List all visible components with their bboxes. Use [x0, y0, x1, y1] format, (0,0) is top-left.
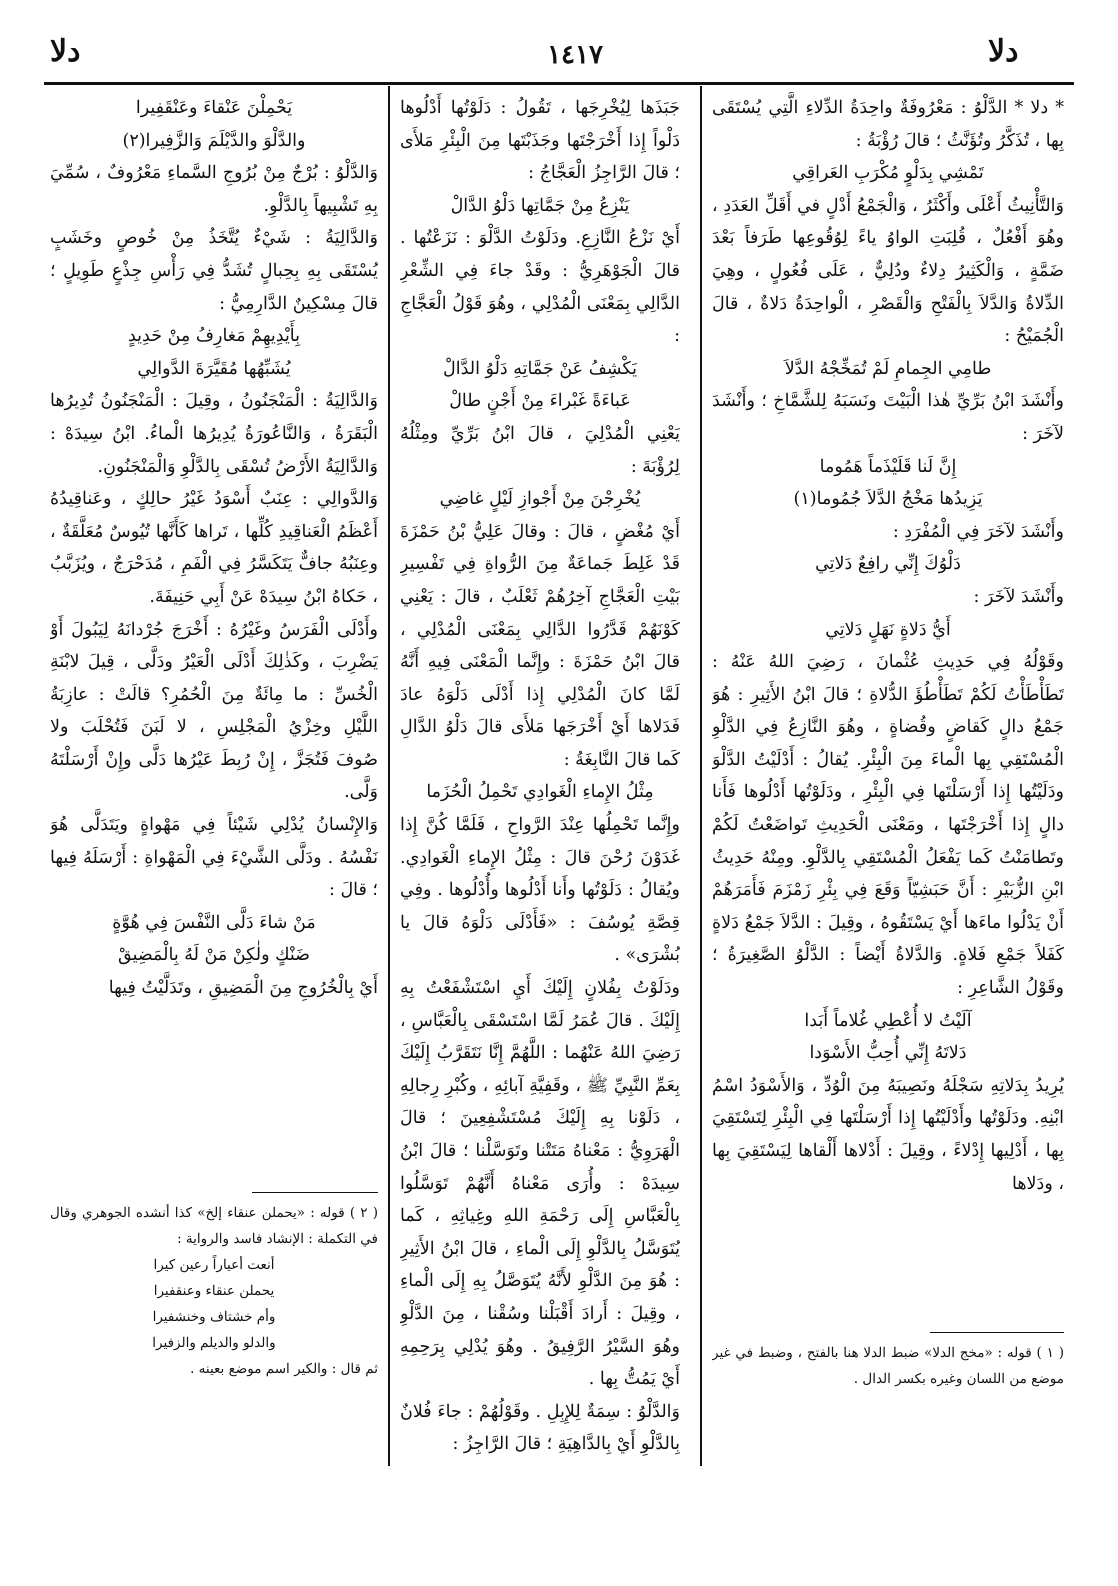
paragraph: وَالإِنْسانُ يُدْلِي شَيْئاً فِي مَهْواةٍ ويَتَدَلَّى هُوَ نَفْسُهُ . ودَلَّى الشَّيْءَ فِي الْمَهْواةِ : أَرْسَلَهُ فِيها ؛ قالَ :	[50, 815, 378, 901]
paragraph: وأَدْلَى الْفَرَسُ وغَيْرُهُ : أَخْرَجَ جُرْدانَهُ لِيَبُولَ أَوْ يَضْرِبَ ، وكَذٰلِكَ أَدْلَى الْعَيْرُ ودَلَّى ، قِيلَ لابْنَةِ الْخُسِّ : ما مِائَةٌ مِنَ الْحُمُرِ؟ قالَتْ : عازِبَةُ اللَّيْلِ وخِزْيُ الْمَجْلِسِ ، لا لَبَنَ فَتُحْلَبَ ولا صُوفَ فَتُجَزَّ ، إِنْ رُبِطَ عَيْرُها دَلَّى وإِنْ أَرْسَلْتَهُ وَلَّى.	[50, 619, 378, 803]
paragraph: * دلا * الدَّلْوُ : مَعْرُوفَةٌ واحِدَةُ الدِّلاءِ الَّتِي يُسْتَقَى بِها ، تُذَكَّرُ وتُؤَنَّثُ ؛ قالَ رُؤْبَةُ :	[712, 98, 1064, 151]
paragraph: أَيْ نَزْعُ النَّازِعِ. ودَلَوْتُ الدَّلْوَ : نَزَعْتُها . قالَ الْجَوْهَرِيُّ : وقَدْ جاءَ فِي الشِّعْرِ الدَّالِي بِمَعْنَى الْمُدْلِي ، وهُوَ قَوْلُ الْعَجَّاجِ :	[400, 228, 680, 347]
verse-line: أنعت أعياراً رعين كيرا	[153, 1257, 275, 1273]
header-entry-word-right: دلا	[988, 34, 1019, 69]
paragraph: ثم قال : والكير اسم موضع بعينه .	[190, 1361, 378, 1377]
header-entry-word-left: دلا	[50, 34, 81, 69]
footnote-rule-left	[252, 1192, 378, 1193]
verse-line: يَنْزِعُ مِنْ جَمَّاتِها دَلْوُ الدَّالْ	[450, 195, 630, 216]
paragraph: وأَنْشَدَ لآخَرَ فِي الْمُفْرَدِ :	[892, 521, 1064, 542]
verse-line: يَكْشِفُ عَنْ جَمَّاتِهِ دَلْوُ الدَّالْ	[443, 358, 637, 379]
verse-line: مَنْ شاءَ دَلَّى النَّفْسَ فِي هُوَّةٍ	[112, 912, 316, 933]
verse-line: يَحْمِلْنَ عَنْقاءَ وعَنْقَفِيرا	[135, 98, 293, 118]
text-column-middle	[400, 92, 680, 1472]
footnote-rule-right	[930, 1332, 1064, 1333]
verse-line: يُخْرِجْنَ مِنْ أَجْوازِ لَيْلٍ غاضِي	[439, 489, 641, 510]
column-divider-right	[700, 86, 702, 1466]
paragraph: ( ٢ ) قوله : «يحملن عنقاء إلخ» كذا أنشده الجوهري وقال في التكملة : الإنشاد فاسد والرواية :	[50, 1205, 378, 1247]
verse-line: طامِي الجِمامِ لَمْ تُمَخِّجْهُ الدَّلاَ	[784, 358, 992, 379]
verse-line: يُشَبِّهُها مُقَيَّرَةَ الدَّوالِي	[137, 358, 291, 379]
paragraph: وأَنْشَدَ لآخَرَ :	[973, 586, 1064, 607]
paragraph: وأَنْشَدَ ابْنُ بَرِّيِّ هٰذا الْبَيْتَ ونَسَبَهُ لِلشَّمَّاخِ ؛ وأَنْشَدَ لآخَرَ :	[712, 391, 1064, 444]
verse-line: تَمْشِي بِدَلْوٍ مُكْرَبِ العَراقِي	[792, 163, 984, 184]
column-divider-left	[388, 86, 390, 1466]
text-column-right	[712, 92, 1064, 1322]
verse-line: وأم خشتاف وخنشفيرا	[152, 1309, 276, 1325]
verse-line: يَزِيدُها مَخْجُ الدَّلاَ جُمُوما(١)	[793, 489, 983, 510]
verse-line: آلَيْتُ لا أُعْطِي غُلاماً أَبَدا	[804, 1010, 972, 1031]
text-column-left	[50, 92, 378, 1190]
footnote-left	[50, 1200, 378, 1450]
verse-line: دَلْوُكَ إِنِّي رافِعٌ دَلاتِي	[815, 554, 961, 575]
paragraph: وَالدَّلْوُ : سِمَةٌ لِلإِبِلِ . وقَوْلُهُمْ : جاءَ فُلانٌ بِالدَّلْوِ أَيْ بِالدَّاهِيَةِ ؛ قالَ الرَّاجِزُ :	[400, 1401, 680, 1455]
verse-line: والدَّلْوَ والدَّيْلَمَ وَالزَّفِيرا(٢)	[122, 130, 306, 151]
verse-line: والدلو والديلم والزفيرا	[152, 1335, 276, 1351]
paragraph: وقَوْلُهُ فِي حَدِيثِ عُثْمانَ ، رَضِيَ اللهُ عَنْهُ : تَطَأْطَأْتُ لَكُمْ تَطَأْطُؤَ الدُّلاةِ ؛ قالَ ابْنُ الأَثِيرِ : هُوَ جَمْعُ دالٍ كَقاضٍ وقُضاةٍ ، وهُوَ النَّازِعُ فِي الدَّلْوِ الْمُسْتَقِي بِها الْماءَ مِنَ الْبِئْرِ. يُقالُ : أَدْلَيْتُ الدَّلْوَ ودَلَيْتُها إِذا أَرْسَلْتَها فِي الْبِئْرِ ، ودَلَوْتُها أَدْلُوها فَأَنا دالٍ إِذا أَخْرَجْتَها ، ومَعْنَى الْحَدِيثِ تَواضَعْتُ لَكُمْ وتَطامَنْتُ كَما يَفْعَلُ الْمُسْتَقِي بِالدَّلْوِ. ومِنْهُ حَدِيثُ ابْنِ الزُّبَيْرِ : أَنَّ حَبَشِيّاً وَقَعَ فِي بِئْرِ زَمْزَمَ فَأَمَرَهُمْ أَنْ يَدْلُوا ماءَها أَيْ يَسْتَقُوهُ ، وقِيلَ : الدَّلاَ جَمْعُ دَلاةٍ كَفَلاً جَمْعِ فَلاةٍ. وَالدَّلاةُ أَيْضاً : الدَّلْوُ الصَّغِيرَةُ ؛ وقَوْلُ الشَّاعِرِ :	[712, 652, 1064, 999]
verse-line: مِثْلُ الإِماءِ الْغَوادِي تَحْمِلُ الْحُزَما	[426, 782, 654, 803]
paragraph: أَيْ مُغْضٍ ، قالَ : وقالَ عَلِيُّ بْنُ حَمْزَةَ قَدْ غَلِطَ جَماعَةٌ مِنَ الرُّواةِ فِي تَفْسِيرِ بَيْتِ الْعَجَّاجِ آخِرُهُمْ ثَعْلَبٌ ، قالَ : يَعْنِي كَوْنَهُمْ قَدَّرُوا الدَّالِي بِمَعْنَى الْمُدْلِي ، قالَ ابْنُ حَمْزَةَ : وإِنَّما الْمَعْنَى فِيهِ أَنَّهُ لَمَّا كانَ الْمُدْلِي إِذا أَدْلَى دَلْوَهُ عادَ فَدَلاها أَيْ أَخْرَجَها مَلأَى قالَ دَلْوُ الدَّالِ كَما قالَ النَّابِغَةُ :	[400, 521, 680, 770]
verse-line: دَلاتَهُ إِنِّي أُحِبُّ الأَسْوَدا	[809, 1043, 967, 1064]
verse-line: ضَنْكٍ ولٰكِنْ مَنْ لَهُ بِالْمَضِيقْ	[117, 945, 311, 966]
paragraph: وإِنَّما تَحْمِلُها عِنْدَ الرَّواحِ ، فَلَمَّا كُنَّ إِذا غَدَوْنَ رُحْنَ قالَ : مِثْلُ الإِماءِ الْغَوادِي. ويُقالُ : دَلَوْتُها وأَنا أَدْلُوها وأُدْلُوها . وفِي قِصَّةِ يُوسُفَ : «فَأَدْلَى دَلْوَهُ قالَ يا بُشْرَى» .	[400, 815, 680, 966]
paragraph: جَبَذَها لِيُخْرِجَها ، تَقُولُ : دَلَوْتُها أَدْلُوها دَلْواً إِذا أَخْرَجْتَها وجَذَبْتَها مِنَ الْبِئْرِ مَلأَى ؛ قالَ الرَّاجِزُ الْعَجَّاجُ :	[400, 98, 680, 184]
verse-line: أَيُّ دَلاةٍ نَهَلٍ دَلاتِي	[825, 619, 951, 640]
paragraph: وَالتَّأْنِيثُ أَعْلَى وأَكْثَرُ ، وَالْجَمْعُ أَدْلٍ في أَقَلِّ العَدَدِ ، وهُوَ أَفْعُلٌ ، قُلِبَتِ الواوُ ياءً لِوُقُوعِها طَرَفاً بَعْدَ ضَمَّةٍ ، وَالْكَثِيرُ دِلاءٌ ودُلِيٌّ ، عَلَى فُعُولٍ ، وهِيَ الدِّلاةُ وَالدَّلاَ بِالْفَتْحِ وَالْقَصْرِ ، الْواحِدَةُ دَلاةٌ ، قالَ الْجُمَيْحُ :	[712, 195, 1064, 347]
paragraph: أَيْ بِالْخُرُوجِ مِنَ الْمَضِيقِ ، وتَدَلَّيْتُ فِيها	[108, 978, 378, 999]
paragraph: وَالدَّالِيَةُ : شَيْءٌ يُتَّخَذُ مِنْ خُوصٍ وخَشَبٍ يُسْتَقَى بِهِ بِحِبالٍ تُشَدُّ فِي رَأْسِ جِذْعٍ طَوِيلٍ ؛ قالَ مِسْكِينٌ الدَّارِمِيُّ :	[50, 228, 378, 314]
paragraph: ودَلَوْتُ بِفُلانٍ إِلَيْكَ أَيِ اسْتَشْفَعْتُ بِهِ إِلَيْكَ . قالَ عُمَرُ لَمَّا اسْتَسْقَى بِالْعَبَّاسِ ، رَضِيَ اللهُ عَنْهُما : اللَّهُمَّ إِنَّا نَتَقَرَّبُ إِلَيْكَ بِعَمِّ النَّبِيِّ ﷺ ، وقَفِيَّةِ آبائِهِ ، وكُبْرِ رِجالِهِ ، دَلَوْنا بِهِ إِلَيْكَ مُسْتَشْفِعِينَ ؛ قالَ الْهَرَوِيُّ : مَعْناهُ مَتَتْنا وتَوَسَّلْنا ؛ قالَ ابْنُ سِيدَهْ : وأُرَى مَعْناهُ أَنَّهُمْ تَوَسَّلُوا بِالْعَبَّاسِ إِلَى رَحْمَةِ اللهِ وغِياثِهِ ، كَما يُتَوَسَّلُ بِالدَّلْوِ إِلَى الْماءِ ، قالَ ابْنُ الأَثِيرِ : هُوَ مِنَ الدَّلْوِ لأَنَّهُ يُتَوَصَّلُ بِهِ إِلَى الْماءِ ، وقِيلَ : أَرادَ أَقْبَلْنا وسُقْنا ، مِنَ الدَّلْوِ وهُوَ السَّيْرُ الرَّفِيقُ . وهُوَ يُدْلِي بِرَحِمِهِ أَيْ يَمُتُّ بِها .	[400, 978, 680, 1390]
paragraph: وَالدَّلْوُ : بُرْجٌ مِنْ بُرُوجِ السَّماءِ مَعْرُوفٌ ، سُمِّيَ بِهِ تَشْبِيهاً بِالدَّلْوِ.	[50, 163, 378, 216]
paragraph: يَعْنِي الْمُدْلِيَ ، قالَ ابْنُ بَرِّيِّ ومِثْلُهُ لِرُؤْبَةَ :	[400, 423, 680, 477]
paragraph: وَالدَّوالِي : عِنَبٌ أَسْوَدُ غَيْرُ حالِكٍ ، وعَناقِيدُهُ أَعْظَمُ الْعَناقِيدِ كُلِّها ، تَراها كَأَنَّها تُيُوسٌ مُعَلَّقَةٌ ، وعِنَبُهُ جافٌّ يَتَكَسَّرُ فِي الْفَمِ ، مُدَحْرَجٌ ، ويُزَبَّبُ ، حَكاهُ ابْنُ سِيدَهْ عَنْ أَبِي حَنِيفَةَ.	[50, 489, 378, 607]
footnote-right	[712, 1340, 1064, 1440]
header-rule	[44, 82, 1074, 85]
paragraph: يُرِيدُ بِدَلاتِهِ سَجْلَهُ ونَصِيبَهُ مِنَ الْوُدِّ ، وَالأَسْوَدُ اسْمُ ابْنِهِ. ودَلَوْتُها وأَدْلَيْتُها إِذا أَرْسَلْتَها فِي الْبِئْرِ لِتَسْتَقِيَ بِها ، أَدْلِيها إِدْلاءً ، وقِيلَ : أَدْلاها أَلْقاها لِيَسْتَقِيَ بِها ، ودَلاها	[712, 1075, 1064, 1194]
paragraph: وَالدَّالِيَةُ : الْمَنْجَنُونُ ، وقِيلَ : الْمَنْجَنُونُ تُدِيرُها الْبَقَرَةُ ، وَالنَّاعُورَةُ يُدِيرُها الْماءُ. ابْنُ سِيدَهْ : وَالدَّالِيَةُ الأَرْضُ تُسْقَى بِالدَّلْوِ وَالْمَنْجَنُونِ.	[50, 391, 378, 477]
paragraph: ( ١ ) قوله : «مخج الدلا» ضبط الدلا هنا بالفتح ، وضبط في غير موضع من اللسان وغيره بكسر الدال .	[712, 1345, 1064, 1387]
verse-line: عَباءَةً غَبْراءَ مِنْ أَجْنٍ طالْ	[449, 391, 631, 412]
verse-line: بِأَيْدِيهِمْ مَغارِفُ مِنْ حَدِيدٍ	[127, 326, 301, 347]
verse-line: إِنَّ لَنا قَلَيْذَماً هَمُوما	[819, 456, 957, 477]
verse-line: يحملن عنقاء وعنقفيرا	[153, 1283, 275, 1299]
page-number: ١٤١٧	[547, 40, 603, 70]
